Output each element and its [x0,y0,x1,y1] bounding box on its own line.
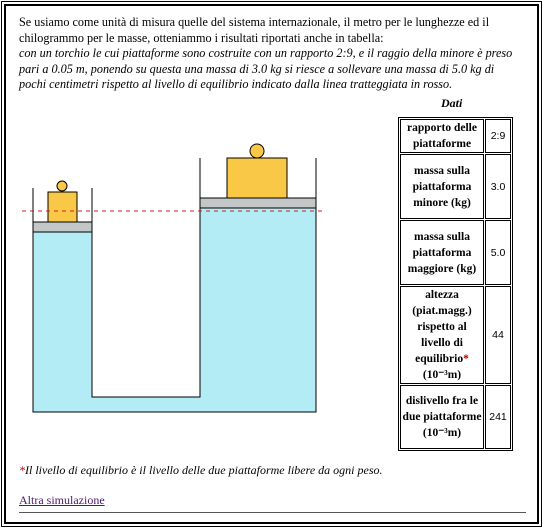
small-mass [48,192,77,222]
large-platform [200,198,316,208]
divider [19,512,526,513]
footnote-text: Il livello di equilibrio è il livello delle due piattaforme libere da ogni peso. [25,463,383,477]
table-row [400,154,511,219]
fluid [33,208,316,412]
asterisk: * [463,353,469,365]
row-value: 2:9 [485,119,511,153]
row-value: 5.0 [485,220,511,285]
row-label: altezza (piat.magg.) rispetto al livello di equilibrio* (10⁻³m) [400,286,484,384]
row-value: 241 [485,385,511,449]
row-value: 44 [485,286,511,384]
table-row [400,286,511,384]
footnote [19,463,383,478]
dati-title: Dati [441,96,463,110]
problem-statement: con un torchio le cui piattaforme sono costruite con un rapporto 2:9, e il raggio della minore è preso pari a 0.05 m, ponendo su questa una massa di 3.0 kg si riesce a sollevare una massa di 5.0 kg di pochi centimetri rispetto al livello di equilibrio indicato dalla linea tratteggiata in rosso. [19,46,513,91]
row-label: massa sulla piattaforma minore (kg) [400,154,484,219]
small-mass-knob [57,181,67,191]
altra-simulazione-link[interactable]: Altra simulazione [19,493,105,507]
intro-paragraph: Se usiamo come unità di misura quelle del sistema internazionale, il metro per le lunghezze ed il chilogrammo per le masse, otteniammo i risultati riportati anche in tabella: [19,15,490,45]
data-table [398,117,513,451]
unit-label: (10⁻³m) [422,369,462,381]
table-row [400,385,511,449]
table-row [400,119,511,153]
row-label: rapporto delle piattaforme [400,119,484,153]
small-platform [33,222,92,232]
large-mass [227,158,287,198]
large-mass-knob [250,144,264,158]
row-label: dislivello fra le due piattaforme (10⁻³m) [400,385,484,449]
table-row [400,220,511,285]
unit-label: (10⁻³m) [422,427,462,439]
row-value: 3.0 [485,154,511,219]
row-label: massa sulla piattaforma maggiore (kg) [400,220,484,285]
footnote-asterisk: * [19,463,25,477]
